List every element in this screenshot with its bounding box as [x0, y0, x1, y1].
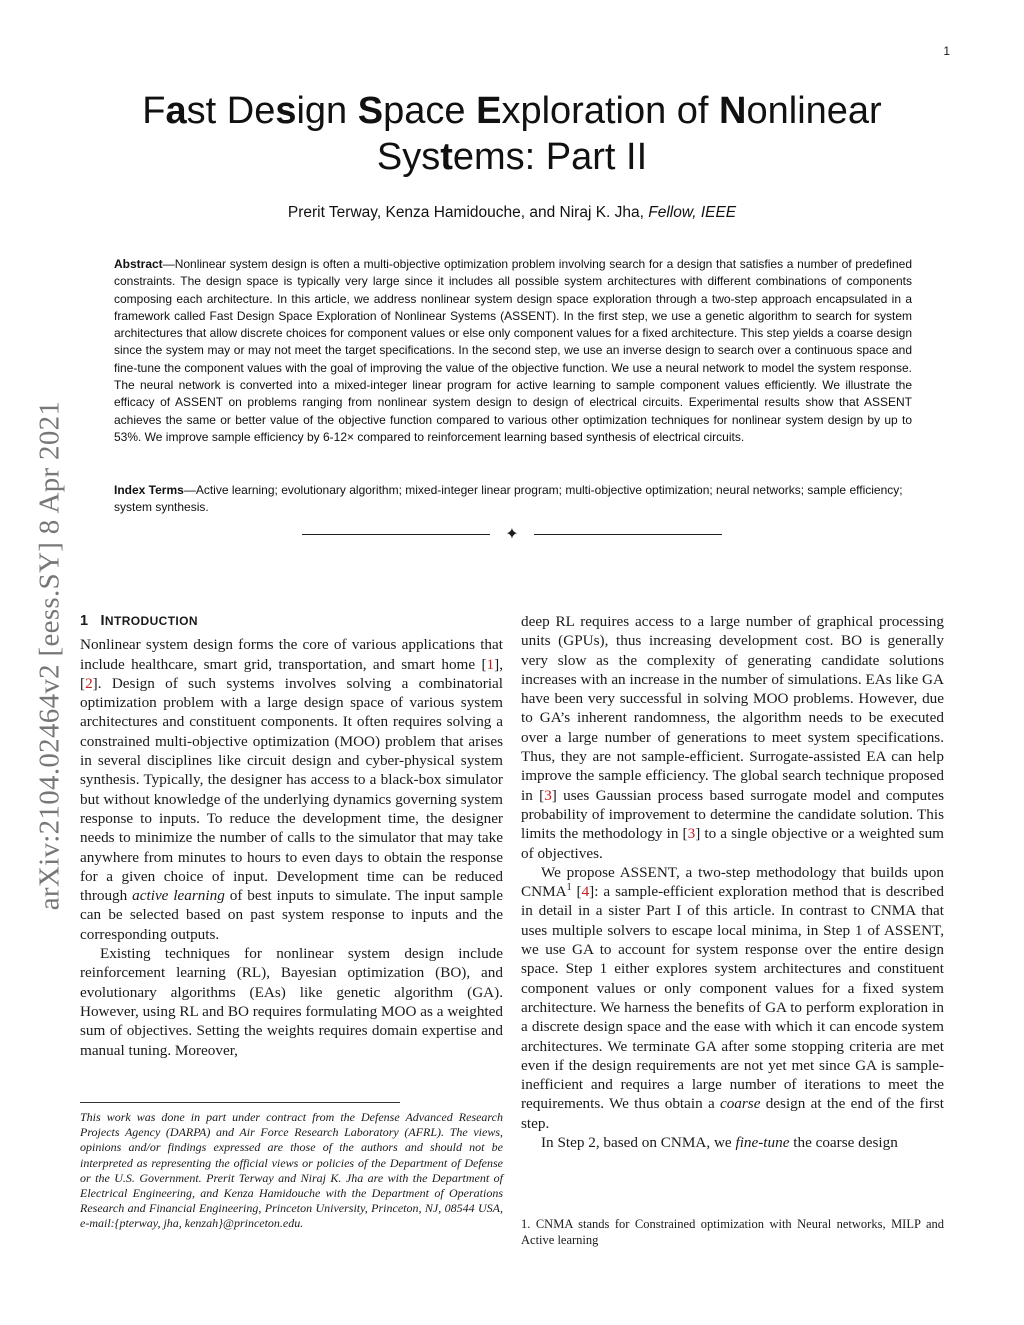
intro-paragraph-5 — [521, 1133, 944, 1152]
citation-link[interactable]: 2 — [85, 674, 93, 692]
text-run: deep RL requires access to a large number of graphical processing units (GPUs), thus increasing development cost. BO is generally very slow as the complexity of generating candidate solutions increases with an increase in the number of simulations. EAs like GA have been very successful in solving MOO problems. However, due to GA’s inherent randomness, the algorithm needs to be executed over a large number of generations to meet system specifications. Thus, they are not sample-efficient. Surrogate-assisted EA can help improve the sample efficiency. The global search technique proposed in [ — [521, 613, 944, 804]
text-run: F — [142, 90, 166, 132]
citation-link[interactable]: 1 — [486, 655, 495, 673]
arxiv-sidebar-stamp — [30, 355, 70, 955]
section-title-rest: NTRODUCTION — [104, 614, 198, 628]
citation-link[interactable]: 3 — [687, 825, 696, 843]
text-run: Nonlinear system design forms the core of various applications that include healthcare, smart grid, transportation, and smart home [ — [80, 636, 503, 673]
text-run: ]: a sample-efficient exploration method that is described in detail in a sister Part I of this article. In contrast to CNMA that uses multiple solvers to escape local minima, in Step 1 of ASSENT, we use GA to account for system response over the entire design space. Step 1 either explores system architectures and constituent component values or only component values for a fixed system architecture. We harness the benefits of GA to perform exploration in a discrete design space and the ease with which it can encode system architectures. We terminate GA after some stopping criteria are met even if the design requirements are not yet met since GA is sample-inefficient and requires a large number of iterations to meet the requirements. We thus obtain a — [521, 883, 944, 1113]
index-terms — [114, 482, 912, 517]
abstract-label: Abstract — [114, 257, 163, 271]
title-bold-letter: t — [440, 136, 453, 178]
footnote-rule — [80, 1102, 400, 1103]
text-run: design at the end of the first step. — [521, 1095, 944, 1132]
text-run: In Step 2, based on CNMA, we — [541, 1134, 736, 1152]
index-terms-label: Index Terms — [114, 483, 184, 497]
left-column — [80, 612, 503, 1060]
index-terms-text: —Active learning; evolutionary algorithm; mixed-integer linear program; multi-objective optimization; neural networks; sample efficiency; system synthesis. — [114, 483, 903, 515]
emphasis: coarse — [719, 1095, 761, 1113]
emphasis: active learning — [132, 887, 225, 905]
text-run: We propose ASSENT, a two-step methodology that builds upon CNMA — [521, 863, 944, 901]
text-run: onlinear Sys — [376, 90, 882, 178]
citation-link[interactable]: 3 — [544, 786, 552, 804]
author-names: Prerit Terway, Kenza Hamidouche, and Niraj K. Jha, — [287, 204, 649, 221]
emphasis: fine-tune — [735, 1134, 790, 1152]
text-run: ] uses Gaussian process based surrogate model and computes probability of improvement to determine the candidate solution. This limits the methodology in [ — [521, 786, 945, 843]
text-run: [ — [571, 883, 582, 901]
divider-star-icon: ✦ — [505, 524, 519, 543]
text-run: xploration of — [501, 90, 720, 132]
abstract-text: —Nonlinear system design is often a multi-objective optimization problem involving search for a design that satisfies a number of predefined constraints. The design space is typically very large since it includes all possible system architectures with different combinations of components composing each architecture. In this article, we address nonlinear system design space exploration through a two-step approach encapsulated in a framework called Fast Design Space Exploration of Nonlinear Systems (ASSENT). In the first step, we use a genetic algorithm to search for system architectures that allow discrete choices for component values or else only component values for a fixed architecture. This step yields a coarse design since the system may or may not meet the target specifications. In the second step, we use an inverse design to search over a continuous space and fine-tune the component values with the goal of improving the value of the objective function. We use a neural network to model the system response. The neural network is converted into a mixed-integer linear program for active learning to sample component values efficiently. We illustrate the efficacy of ASSENT on problems ranging from nonlinear system design to design of electrical circuits. Experimental results show that ASSENT achieves the same or better value of the objective function compared to various other optimization techniques for nonlinear system design by up to 53%. We improve sample efficiency by 6-12× compared to reinforcement learning based synthesis of electrical circuits. — [114, 257, 912, 444]
text-run: st De — [186, 90, 276, 132]
cnma-footnote: 1. CNMA stands for Constrained optimization with Neural networks, MILP and Active learning — [521, 1217, 944, 1247]
title-bold-letter: E — [476, 90, 502, 132]
intro-paragraph-1 — [80, 635, 503, 944]
author-fellow-title: Fellow, IEEE — [648, 204, 737, 221]
intro-paragraph-3 — [521, 612, 944, 863]
arxiv-identifier: arXiv:2104.02464v2 [eess.SY] 8 Apr 2021 — [33, 400, 66, 910]
title-bold-letter: N — [719, 90, 747, 132]
text-run: Existing techniques for nonlinear system design include reinforcement learning (RL), Bayesian optimization (BO), and evolutionary algorithms (EAs) like genetic algorithm (GA). However, using RL and BO requires formulating MOO as a weighted sum of objectives. Setting the weights requires domain expertise and manual tuning. Moreover, — [80, 945, 503, 1059]
right-column — [521, 612, 944, 1152]
title-bold-letter: a — [165, 90, 187, 132]
text-run: ] to a single objective or a weighted sum of objectives. — [521, 825, 944, 862]
text-run: ]. Design of such systems involves solving a combinatorial optimization problem with a large design space of various system architectures and constituent components. It often requires solving a constrained multi-objective optimization (MOO) problem that arises in several disciplines like circuit design and cyber-physical system synthesis. Typically, the designer has access to a black-box simulator but without knowledge of the underlying dynamics governing system response to inputs. To reduce the development time, the designer needs to minimize the number of calls to the simulator that may take anywhere from minutes to hours to even days to obtain the response for a given choice of input. Development time can be reduced through — [80, 674, 503, 905]
funding-footnote: This work was done in part under contract from the Defense Advanced Research Projects Agency (DARPA) and Air Force Research Laboratory (AFRL). The views, opinions and/or findings expressed are those of the authors and should not be interpreted as representing the official views or policies of the Department of Defense or the U.S. Government. Prerit Terway and Niraj K. Jha are with the Department of Electrical Engineering, and Kenza Hamidouche with the Department of Operations Research and Financial Engineering, Princeton University, Princeton, NJ, 08544 USA, e-mail:{pterway, jha, kenzah}@princeton.edu. — [80, 1110, 503, 1231]
intro-paragraph-4 — [521, 863, 944, 1133]
paper-title — [80, 88, 944, 180]
title-bold-letter: S — [357, 90, 384, 132]
title-bold-letter: s — [275, 90, 297, 132]
page-number: 1 — [943, 44, 950, 58]
abstract — [114, 256, 912, 446]
text-run: ems: Part II — [452, 136, 648, 178]
divider-line-left — [302, 534, 490, 535]
citation-link[interactable]: 4 — [581, 883, 590, 901]
text-run: pace — [383, 90, 477, 132]
section-divider — [302, 524, 722, 544]
author-line — [80, 204, 944, 222]
text-run: ], [ — [80, 655, 503, 692]
divider-line-right — [534, 534, 722, 535]
section-title-initial: I — [100, 613, 105, 629]
text-run: the coarse design — [789, 1134, 898, 1152]
section-heading-introduction — [80, 612, 503, 631]
footnote-marker[interactable]: 1 — [566, 882, 572, 894]
text-run: ign — [296, 90, 358, 132]
intro-paragraph-2 — [80, 944, 503, 1060]
text-run: of best inputs to simulate. The input sample can be selected based on past system response to inputs and the corresponding outputs. — [80, 887, 503, 943]
section-number: 1 — [80, 613, 89, 629]
